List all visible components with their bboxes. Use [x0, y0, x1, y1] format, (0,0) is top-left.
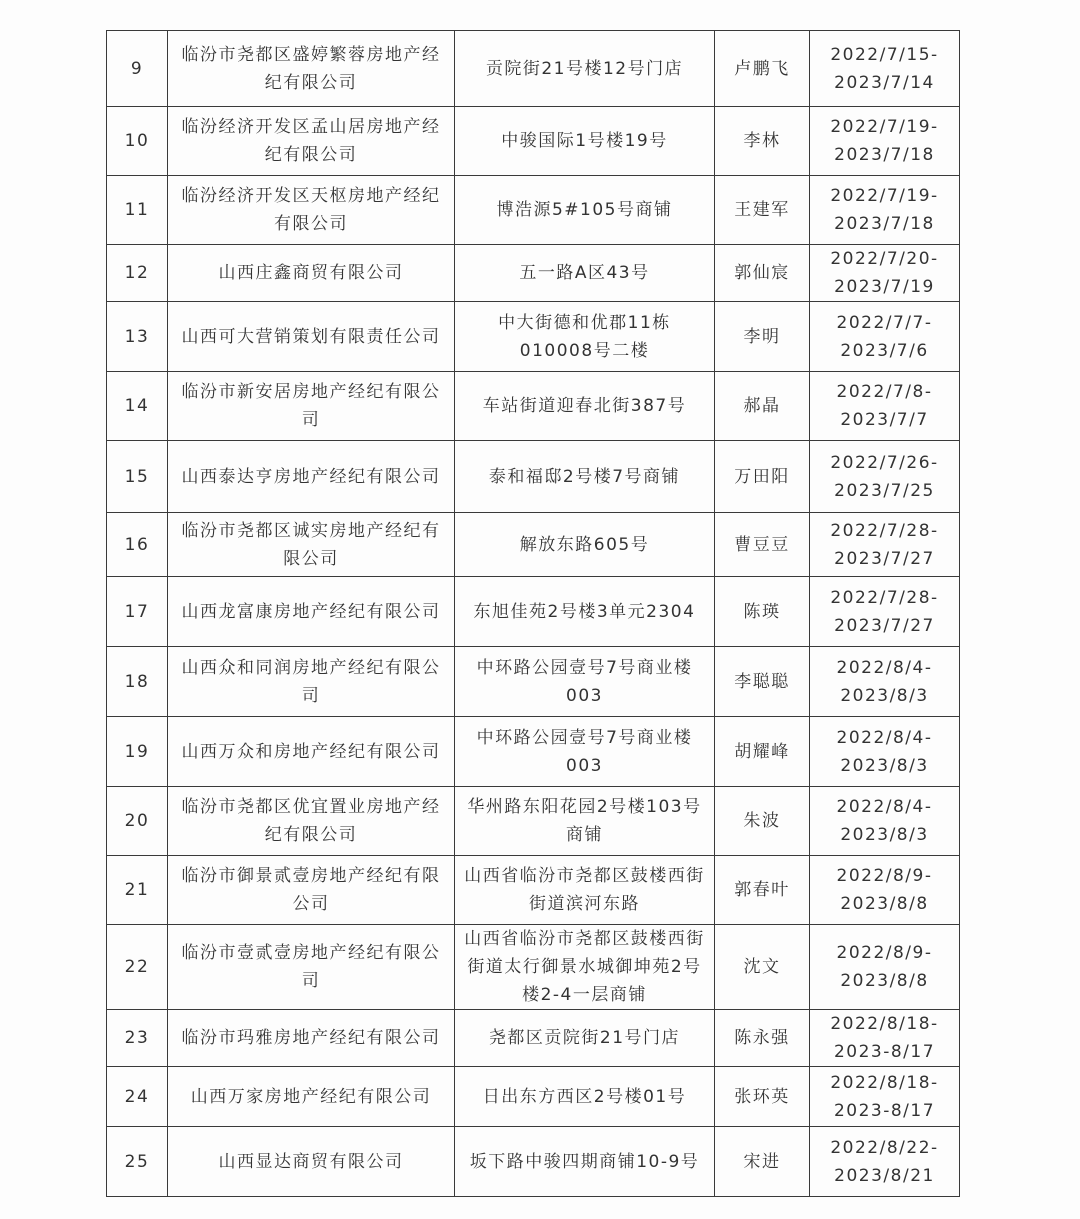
company-name: 山西众和同润房地产经纪有限公司 — [168, 647, 455, 717]
validity-period: 2022/8/18-2023-8/17 — [810, 1067, 960, 1127]
table-row — [107, 647, 960, 717]
contact-person: 张环英 — [715, 1067, 810, 1127]
company-name: 山西万家房地产经纪有限公司 — [168, 1067, 455, 1127]
company-name: 山西泰达亨房地产经纪有限公司 — [168, 441, 455, 513]
row-number: 9 — [107, 31, 168, 107]
table-row — [107, 925, 960, 1010]
row-number: 16 — [107, 513, 168, 577]
business-address: 解放东路605号 — [455, 513, 715, 577]
row-number: 20 — [107, 787, 168, 856]
validity-period: 2022/7/19-2023/7/18 — [810, 176, 960, 245]
business-address: 山西省临汾市尧都区鼓楼西街街道太行御景水城御坤苑2号楼2-4一层商铺 — [455, 925, 715, 1010]
business-address: 中骏国际1号楼19号 — [455, 107, 715, 176]
table-row — [107, 107, 960, 176]
business-address: 五一路A区43号 — [455, 245, 715, 302]
row-number: 17 — [107, 577, 168, 647]
table-row — [107, 302, 960, 372]
validity-period: 2022/8/4-2023/8/3 — [810, 717, 960, 787]
company-name: 临汾市尧都区盛婷繁蓉房地产经纪有限公司 — [168, 31, 455, 107]
business-address: 日出东方西区2号楼01号 — [455, 1067, 715, 1127]
business-address: 博浩源5#105号商铺 — [455, 176, 715, 245]
table-row — [107, 513, 960, 577]
table-row — [107, 787, 960, 856]
company-name: 山西显达商贸有限公司 — [168, 1127, 455, 1197]
contact-person: 陈瑛 — [715, 577, 810, 647]
contact-person: 万田阳 — [715, 441, 810, 513]
contact-person: 沈文 — [715, 925, 810, 1010]
validity-period: 2022/7/20-2023/7/19 — [810, 245, 960, 302]
contact-person: 李明 — [715, 302, 810, 372]
row-number: 12 — [107, 245, 168, 302]
row-number: 25 — [107, 1127, 168, 1197]
agency-registry-table — [106, 30, 960, 1197]
table-row — [107, 1010, 960, 1067]
table-row — [107, 1127, 960, 1197]
table-row — [107, 372, 960, 441]
row-number: 18 — [107, 647, 168, 717]
business-address: 贡院街21号楼12号门店 — [455, 31, 715, 107]
contact-person: 曹豆豆 — [715, 513, 810, 577]
company-name: 临汾市尧都区优宜置业房地产经纪有限公司 — [168, 787, 455, 856]
business-address: 东旭佳苑2号楼3单元2304 — [455, 577, 715, 647]
contact-person: 李林 — [715, 107, 810, 176]
validity-period: 2022/7/15-2023/7/14 — [810, 31, 960, 107]
validity-period: 2022/8/9-2023/8/8 — [810, 856, 960, 925]
company-name: 山西龙富康房地产经纪有限公司 — [168, 577, 455, 647]
row-number: 15 — [107, 441, 168, 513]
business-address: 车站街道迎春北街387号 — [455, 372, 715, 441]
row-number: 24 — [107, 1067, 168, 1127]
contact-person: 郝晶 — [715, 372, 810, 441]
row-number: 23 — [107, 1010, 168, 1067]
row-number: 19 — [107, 717, 168, 787]
business-address: 山西省临汾市尧都区鼓楼西街街道滨河东路 — [455, 856, 715, 925]
contact-person: 卢鹏飞 — [715, 31, 810, 107]
contact-person: 李聪聪 — [715, 647, 810, 717]
contact-person: 郭仙宸 — [715, 245, 810, 302]
validity-period: 2022/8/4-2023/8/3 — [810, 787, 960, 856]
row-number: 13 — [107, 302, 168, 372]
contact-person: 胡耀峰 — [715, 717, 810, 787]
table-row — [107, 441, 960, 513]
validity-period: 2022/8/4-2023/8/3 — [810, 647, 960, 717]
table-row — [107, 31, 960, 107]
validity-period: 2022/8/9-2023/8/8 — [810, 925, 960, 1010]
company-name: 临汾市玛雅房地产经纪有限公司 — [168, 1010, 455, 1067]
contact-person: 朱波 — [715, 787, 810, 856]
row-number: 21 — [107, 856, 168, 925]
contact-person: 王建军 — [715, 176, 810, 245]
business-address: 中环路公园壹号7号商业楼003 — [455, 647, 715, 717]
company-name: 临汾市壹贰壹房地产经纪有限公司 — [168, 925, 455, 1010]
validity-period: 2022/8/22-2023/8/21 — [810, 1127, 960, 1197]
table-row — [107, 176, 960, 245]
contact-person: 郭春叶 — [715, 856, 810, 925]
row-number: 11 — [107, 176, 168, 245]
table-row — [107, 245, 960, 302]
table-row — [107, 577, 960, 647]
company-name: 临汾市新安居房地产经纪有限公司 — [168, 372, 455, 441]
business-address: 中大街德和优郡11栋010008号二楼 — [455, 302, 715, 372]
business-address: 华州路东阳花园2号楼103号商铺 — [455, 787, 715, 856]
validity-period: 2022/8/18-2023-8/17 — [810, 1010, 960, 1067]
validity-period: 2022/7/28-2023/7/27 — [810, 513, 960, 577]
validity-period: 2022/7/8-2023/7/7 — [810, 372, 960, 441]
business-address: 坂下路中骏四期商铺10-9号 — [455, 1127, 715, 1197]
table-row — [107, 856, 960, 925]
company-name: 山西庄鑫商贸有限公司 — [168, 245, 455, 302]
table-row — [107, 717, 960, 787]
contact-person: 宋进 — [715, 1127, 810, 1197]
validity-period: 2022/7/19-2023/7/18 — [810, 107, 960, 176]
company-name: 山西可大营销策划有限责任公司 — [168, 302, 455, 372]
row-number: 10 — [107, 107, 168, 176]
row-number: 14 — [107, 372, 168, 441]
company-name: 临汾市尧都区诚实房地产经纪有限公司 — [168, 513, 455, 577]
company-name: 临汾经济开发区天枢房地产经纪有限公司 — [168, 176, 455, 245]
business-address: 中环路公园壹号7号商业楼003 — [455, 717, 715, 787]
contact-person: 陈永强 — [715, 1010, 810, 1067]
company-name: 临汾经济开发区孟山居房地产经纪有限公司 — [168, 107, 455, 176]
company-name: 山西万众和房地产经纪有限公司 — [168, 717, 455, 787]
validity-period: 2022/7/28-2023/7/27 — [810, 577, 960, 647]
validity-period: 2022/7/7-2023/7/6 — [810, 302, 960, 372]
table-row — [107, 1067, 960, 1127]
row-number: 22 — [107, 925, 168, 1010]
company-name: 临汾市御景贰壹房地产经纪有限公司 — [168, 856, 455, 925]
business-address: 泰和福邸2号楼7号商铺 — [455, 441, 715, 513]
validity-period: 2022/7/26-2023/7/25 — [810, 441, 960, 513]
business-address: 尧都区贡院街21号门店 — [455, 1010, 715, 1067]
